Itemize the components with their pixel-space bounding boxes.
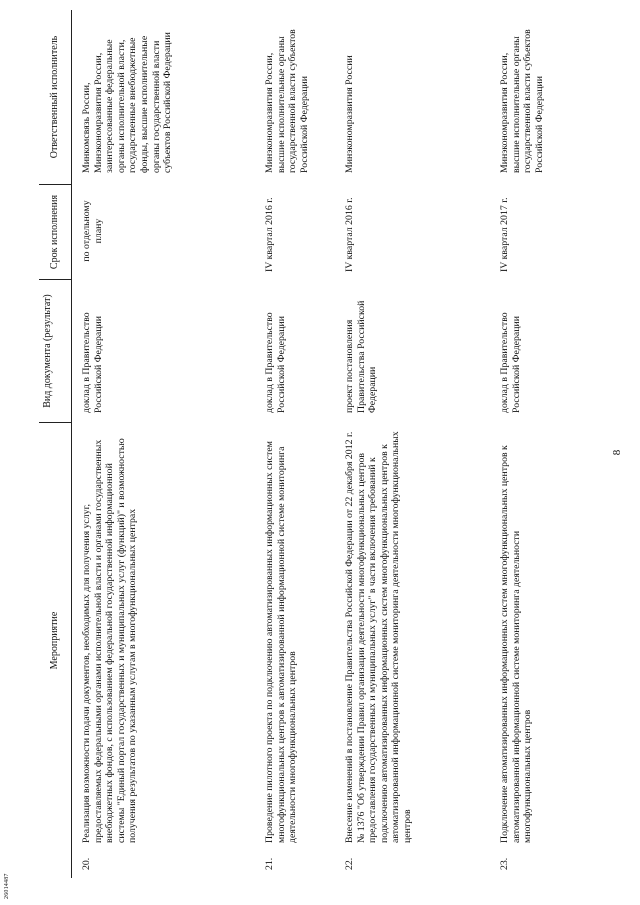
row-20-document: доклад в Правительство Российской Федерации bbox=[81, 312, 104, 413]
header-divider bbox=[71, 10, 72, 878]
row-22-document: проект постановления Правительства Российской Федерации bbox=[344, 300, 379, 413]
page-number: 8 bbox=[611, 449, 623, 456]
row-23-number: 23. bbox=[499, 857, 510, 870]
row-21-document: доклад в Правительство Российской Федерации bbox=[264, 312, 287, 413]
row-20-responsible: Минкомсвязь России, Минэкономразвития России, заинтересованные федеральные органы исполнительной власти, государственные внебюджетные фонды, высшие исполнительные органы государственной власти субъектов Российской Федерации bbox=[81, 32, 174, 173]
header-deadline: Срок исполнения bbox=[49, 194, 60, 270]
column-divider bbox=[39, 279, 71, 280]
row-22-deadline: IV квартал 2016 г. bbox=[344, 197, 355, 272]
row-23-event: Подключение автоматизированных информационных систем многофункциональных центров к автоматизированной информационной системе мониторинга деятельности многофункциональных центров bbox=[499, 445, 534, 843]
row-23-responsible: Минэкономразвития России, высшие исполнительные органы государственной власти субъектов Российской Федерации bbox=[499, 29, 545, 173]
row-22-number: 22. bbox=[344, 857, 355, 870]
header-responsible: Ответственный исполнитель bbox=[49, 35, 60, 159]
row-20-event: Реализация возможности подачи документов, необходимых для получения услуг, предоставляемых федеральными органами исполнительной власти и органами государственных внебюджетных фондов, с использованием федеральной государственной информационной системы "Единый портал государственных и муниципальных услуг (функций)" и возможностью получения результатов по указанным услугам в многофункциональных центрах bbox=[81, 438, 139, 843]
header-document-type: Вид документа (результат) bbox=[42, 294, 53, 408]
row-21-event: Проведение пилотного проекта по подключению автоматизированных информационных систем многофункциональных центров к автоматизированной информационной системе мониторинга деятельности многофункциональных центров bbox=[264, 441, 299, 843]
column-divider bbox=[39, 184, 71, 185]
row-21-responsible: Минэкономразвития России, высшие исполнительные органы государственной власти субъектов Российской Федерации bbox=[264, 29, 310, 173]
row-20-number: 20. bbox=[81, 857, 92, 870]
header-event: Мероприятие bbox=[49, 611, 60, 670]
row-22-responsible: Минэкономразвития России bbox=[344, 55, 355, 173]
row-23-document: доклад в Правительство Российской Федерации bbox=[499, 312, 522, 413]
row-22-event: Внесение изменений в постановление Правительства Российской Федерации от 22 декабря 2012 г. № 1376 "Об утверждении Правил организации деятельности многофункциональных центров предоставления государственных и муниципальных услуг" в части включения требований к подключению автоматизированных информационных систем многофункциональных центров к автоматизированной информационной системе мониторинга деятельности многофункциональных центров bbox=[344, 431, 413, 843]
footer-code: 26014487 bbox=[4, 873, 10, 899]
row-21-number: 21. bbox=[264, 857, 275, 870]
row-21-deadline: IV квартал 2016 г. bbox=[264, 197, 275, 272]
row-23-deadline: IV квартал 2017 г. bbox=[499, 197, 510, 272]
row-20-deadline: по отдельному плану bbox=[81, 200, 104, 262]
measures-table bbox=[39, 10, 584, 878]
